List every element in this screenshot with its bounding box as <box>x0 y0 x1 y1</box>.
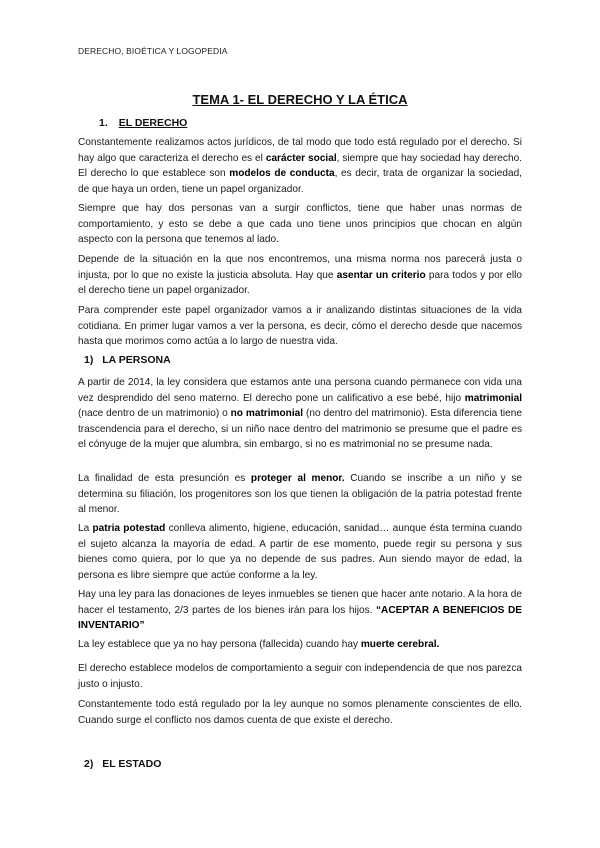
section-label: EL DERECHO <box>118 117 188 129</box>
subsection-heading-persona <box>84 354 171 366</box>
page-title: TEMA 1- EL DERECHO Y LA ÉTICA <box>192 92 408 107</box>
paragraph: El derecho establece modelos de comportamiento a seguir con independencia de que nos parezca justo o injusto. <box>78 663 522 690</box>
bold-term: “ACEPTAR A BENEFICIOS DE INVENTARIO” <box>78 604 522 632</box>
paragraph: Depende de la situación en la que nos encontremos, una misma norma nos parecerá justa o injusta, por lo que no existe la justicia absoluta. Hay que asentar un criterio para todos y por ello el derecho tiene un papel organizador. <box>78 254 522 297</box>
bold-term: proteger al menor. <box>250 473 345 484</box>
bold-term: patria potestad <box>92 523 166 534</box>
bold-term: asentar un criterio <box>336 269 426 281</box>
paragraph: Hay una ley para las donaciones de leyes inmuebles se tienen que hacer ante notario. A la hora de hacer el testamento, 2/3 partes de los bienes irán para los hijos. “ACEPTAR A BENEFICIOS DE INVENTARIO” <box>78 589 522 632</box>
bold-term: modelos de conducta <box>229 168 335 180</box>
paragraph: La finalidad de esta presunción es proteger al menor. Cuando se inscribe a un niño y se determina su filiación, los progenitores son los que tienen la obligación de la patria potestad frente al menor. <box>78 473 522 516</box>
paragraph: Constantemente realizamos actos jurídicos, de tal modo que todo está regulado por el derecho. Si hay algo que caracteriza el derecho es el carácter social, siempre que hay sociedad hay derecho. El derecho lo que establece son modelos de conducta, es decir, trata de organizar la sociedad, de que haya un orden, tiene un papel organizador. <box>78 137 522 195</box>
subsection-number: 2) <box>84 758 94 770</box>
paragraph: Siempre que hay dos personas van a surgir conflictos, tiene que haber unas normas de comportamiento, y esto se debe a que cada uno tiene unos principios que chocan en algún aspecto con la persona que tenemos al lado. <box>78 203 522 246</box>
paragraph: Constantemente todo está regulado por la ley aunque no somos plenamente conscientes de ello. Cuando surge el conflicto nos damos cuenta de que existe el derecho. <box>78 699 522 726</box>
section-number: 1. <box>99 117 108 129</box>
paragraph: La patria potestad conlleva alimento, higiene, educación, sanidad… aunque ésta termina cuando el sujeto alcanza la mayoría de edad. A partir de ese momento, puede regir su persona y sus bienes como quiera, por lo que ya no depende de sus padres. Aun siendo mayor de edad, la persona es libre siempre que actúe conforme a la ley. <box>78 523 522 581</box>
subsection-label: LA PERSONA <box>102 354 171 366</box>
paragraph: A partir de 2014, la ley considera que estamos ante una persona cuando permanece con vida una vez desprendido del seno materno. El derecho pone un calificativo a ese bebé, hijo matrimonial (nace dentro de un matrimonio) o no matrimonial (no dentro del matrimonio). Esta diferencia tiene trascendencia para el derecho, si un niño nace dentro del matrimonio se presume que el padre es el cónyuge de la mujer que alumbra, sin embargo, si no es matrimonial no se presume nada. <box>78 377 522 451</box>
paragraph: Para comprender este papel organizador vamos a ir analizando distintas situaciones de la vida cotidiana. En primer lugar vamos a ver la persona, es decir, cómo el derecho desde que nacemos hasta que morimos como actúa a lo largo de nuestra vida. <box>78 305 522 348</box>
subsection-number: 1) <box>84 354 94 366</box>
subsection-label: EL ESTADO <box>102 758 162 770</box>
bold-term: no matrimonial <box>230 408 304 420</box>
running-header: DERECHO, BIOÉTICA Y LOGOPEDIA <box>78 46 228 56</box>
section-heading-derecho <box>99 117 187 129</box>
bold-term: muerte cerebral. <box>360 639 440 650</box>
bold-term: carácter social <box>265 152 337 164</box>
paragraph: La ley establece que ya no hay persona (fallecida) cuando hay muerte cerebral. <box>78 639 440 650</box>
subsection-heading-estado <box>84 758 161 770</box>
bold-term: matrimonial <box>464 392 522 404</box>
